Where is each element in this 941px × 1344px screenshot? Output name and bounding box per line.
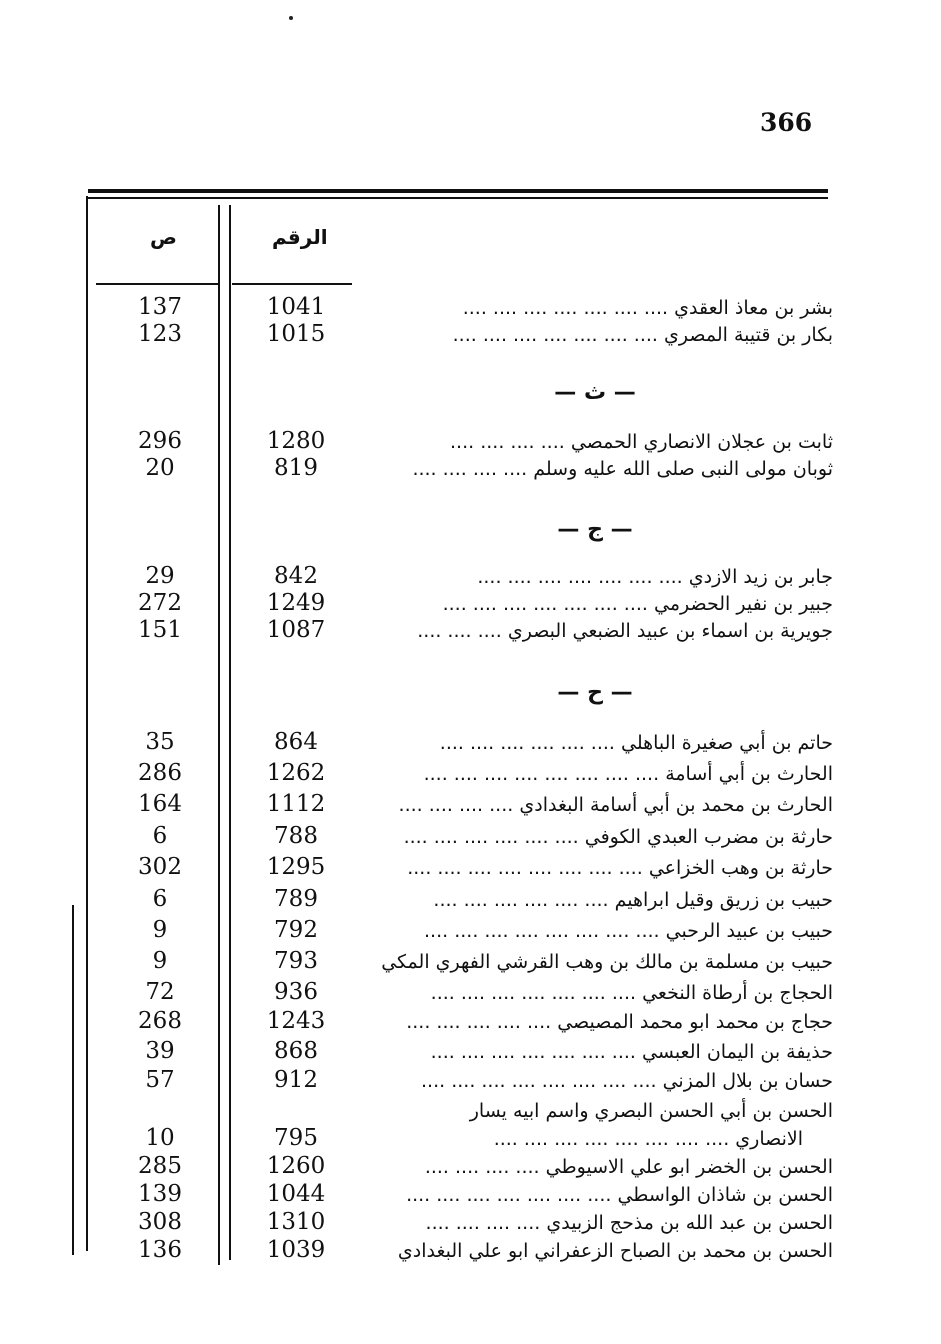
narrator-name: حبيب بن مسلمة بن مالك بن وهب القرشي الفهري المكي: [381, 951, 833, 973]
page-ref: 285: [138, 1153, 182, 1179]
narrator-name: بشر بن معاذ العقدي .... .... .... .... .... .... ....: [462, 297, 833, 319]
index-row: [0, 760, 941, 790]
page-ref: 286: [138, 760, 182, 786]
index-row: [0, 590, 941, 620]
index-row: [0, 1038, 941, 1068]
top-rule-thick: [88, 189, 828, 193]
page-header-underline: [96, 283, 219, 285]
page-ref: 136: [138, 1237, 182, 1263]
index-row: [0, 791, 941, 821]
narrator-name: جويرية بن اسماء بن عبيد الضبعي البصري .... .... ....: [417, 620, 833, 642]
page-number: 366: [760, 108, 813, 137]
entry-number: 912: [274, 1067, 318, 1093]
entry-number: 1262: [266, 760, 326, 786]
page-ref: 9: [152, 917, 168, 943]
narrator-name: حذيفة بن اليمان العبسي .... .... .... .... .... .... ....: [430, 1041, 833, 1063]
index-row: [0, 854, 941, 884]
page-ref: 268: [138, 1008, 182, 1034]
entry-number: 1249: [266, 590, 326, 616]
index-row: [0, 1153, 941, 1183]
narrator-name: الحجاج بن أرطاة النخعي .... .... .... .... .... .... ....: [430, 982, 833, 1004]
index-row: [0, 428, 941, 458]
page-ref: 29: [145, 563, 175, 589]
page-ref: 123: [138, 321, 182, 347]
narrator-name: الانصاري .... .... .... .... .... .... .... ....: [493, 1128, 803, 1150]
ink-speck: [289, 16, 293, 20]
page-ref: 137: [138, 294, 182, 320]
entry-number: 1243: [266, 1008, 326, 1034]
number-header-underline: [232, 283, 352, 285]
page-ref: 6: [152, 886, 168, 912]
narrator-name: حارثة بن وهب الخزاعي .... .... .... .... .... .... .... ....: [407, 857, 833, 879]
index-row: [0, 1181, 941, 1211]
narrator-name: ثابت بن عجلان الانصاري الحمصي .... .... .... ....: [450, 431, 833, 453]
page-ref: 9: [152, 948, 168, 974]
entry-number: 1087: [266, 617, 326, 643]
page-ref: 72: [145, 979, 175, 1005]
entry-number: 789: [274, 886, 318, 912]
top-rule-thin: [88, 197, 828, 199]
index-row: [0, 1097, 941, 1127]
entry-number: 1015: [266, 321, 326, 347]
narrator-name: حاتم بن أبي صغيرة الباهلي .... .... .... .... .... ....: [439, 732, 833, 754]
index-row: [0, 917, 941, 947]
narrator-name: حبيب بن عبيد الرحبي .... .... .... .... .... .... .... ....: [424, 920, 833, 942]
page-column-header: ص: [150, 225, 177, 249]
entry-number: 1039: [266, 1237, 326, 1263]
narrator-name: جابر بن زيد الازدي .... .... .... .... .... .... ....: [477, 566, 833, 588]
entry-number: 788: [274, 823, 318, 849]
index-row: [0, 886, 941, 916]
narrator-name: حسان بن بلال المزني .... .... .... .... .... .... .... ....: [421, 1070, 833, 1092]
page-ref: 139: [138, 1181, 182, 1207]
index-row: [0, 729, 941, 759]
page-ref: 10: [145, 1125, 175, 1151]
narrator-name: حارثة بن مضرب العبدي الكوفي .... .... .... .... .... ....: [403, 826, 833, 848]
narrator-name: الحسن بن محمد بن الصباح الزعفراني ابو علي البغدادي: [397, 1240, 833, 1262]
entry-number: 936: [274, 979, 318, 1005]
narrator-name: حجاج بن محمد ابو محمد المصيصي .... .... .... .... ....: [406, 1011, 833, 1033]
narrator-name: بكار بن قتيبة المصري .... .... .... .... .... .... ....: [452, 324, 833, 346]
page-ref: 151: [138, 617, 182, 643]
number-column-header: الرقم: [272, 225, 328, 249]
entry-number: 864: [274, 729, 318, 755]
page-ref: 164: [138, 791, 182, 817]
index-row: [0, 1209, 941, 1239]
narrator-name: الحسن بن أبي الحسن البصري واسم ابيه يسار: [469, 1100, 833, 1122]
entry-number: 1112: [266, 791, 326, 817]
index-row: [0, 948, 941, 978]
narrator-name: الحسن بن عبد الله بن مذحج الزبيدي .... .... .... ....: [425, 1212, 833, 1234]
entry-number: 868: [274, 1038, 318, 1064]
page-ref: 39: [145, 1038, 175, 1064]
index-row: [0, 1237, 941, 1267]
entry-number: 795: [274, 1125, 318, 1151]
narrator-name: الحارث بن أبي أسامة .... .... .... .... .... .... .... ....: [423, 763, 833, 785]
entry-number: 792: [274, 917, 318, 943]
narrator-name: الحسن بن الخضر ابو علي الاسيوطي .... .... .... ....: [424, 1156, 833, 1178]
entry-number: 1041: [266, 294, 326, 320]
index-row: [0, 294, 941, 324]
index-row: [0, 321, 941, 351]
page-ref: 20: [145, 455, 175, 481]
narrator-name: الحسن بن شاذان الواسطي .... .... .... .... .... .... ....: [406, 1184, 833, 1206]
page-ref: 308: [138, 1209, 182, 1235]
entry-number: 793: [274, 948, 318, 974]
index-row: [0, 1008, 941, 1038]
page-ref: 6: [152, 823, 168, 849]
narrator-name: حبيب بن زريق وقيل ابراهيم .... .... .... .... .... ....: [433, 889, 833, 911]
narrator-name: جبير بن نفير الحضرمي .... .... .... .... .... .... ....: [442, 593, 833, 615]
entry-number: 819: [274, 455, 318, 481]
entry-number: 1295: [266, 854, 326, 880]
narrator-name: الحارث بن محمد بن أبي أسامة البغدادي .... .... .... ....: [398, 794, 833, 816]
section-heading-ha: — ح —: [557, 680, 633, 705]
entry-number: 1260: [266, 1153, 326, 1179]
page-ref: 57: [145, 1067, 175, 1093]
section-heading-tha: — ث —: [554, 380, 636, 405]
index-row: [0, 455, 941, 485]
index-row: [0, 563, 941, 593]
entry-number: 1310: [266, 1209, 326, 1235]
index-row: [0, 617, 941, 647]
index-row: [0, 823, 941, 853]
section-heading-jim: — ج —: [557, 517, 633, 542]
index-row: [0, 979, 941, 1009]
page-ref: 296: [138, 428, 182, 454]
page-ref: 35: [145, 729, 175, 755]
page-ref: 302: [138, 854, 182, 880]
entry-number: 1280: [266, 428, 326, 454]
index-row: [0, 1125, 941, 1155]
entry-number: 842: [274, 563, 318, 589]
narrator-name: ثوبان مولى النبى صلى الله عليه وسلم .... .... .... ....: [412, 458, 833, 480]
entry-number: 1044: [266, 1181, 326, 1207]
page-ref: 272: [138, 590, 182, 616]
index-row: [0, 1067, 941, 1097]
